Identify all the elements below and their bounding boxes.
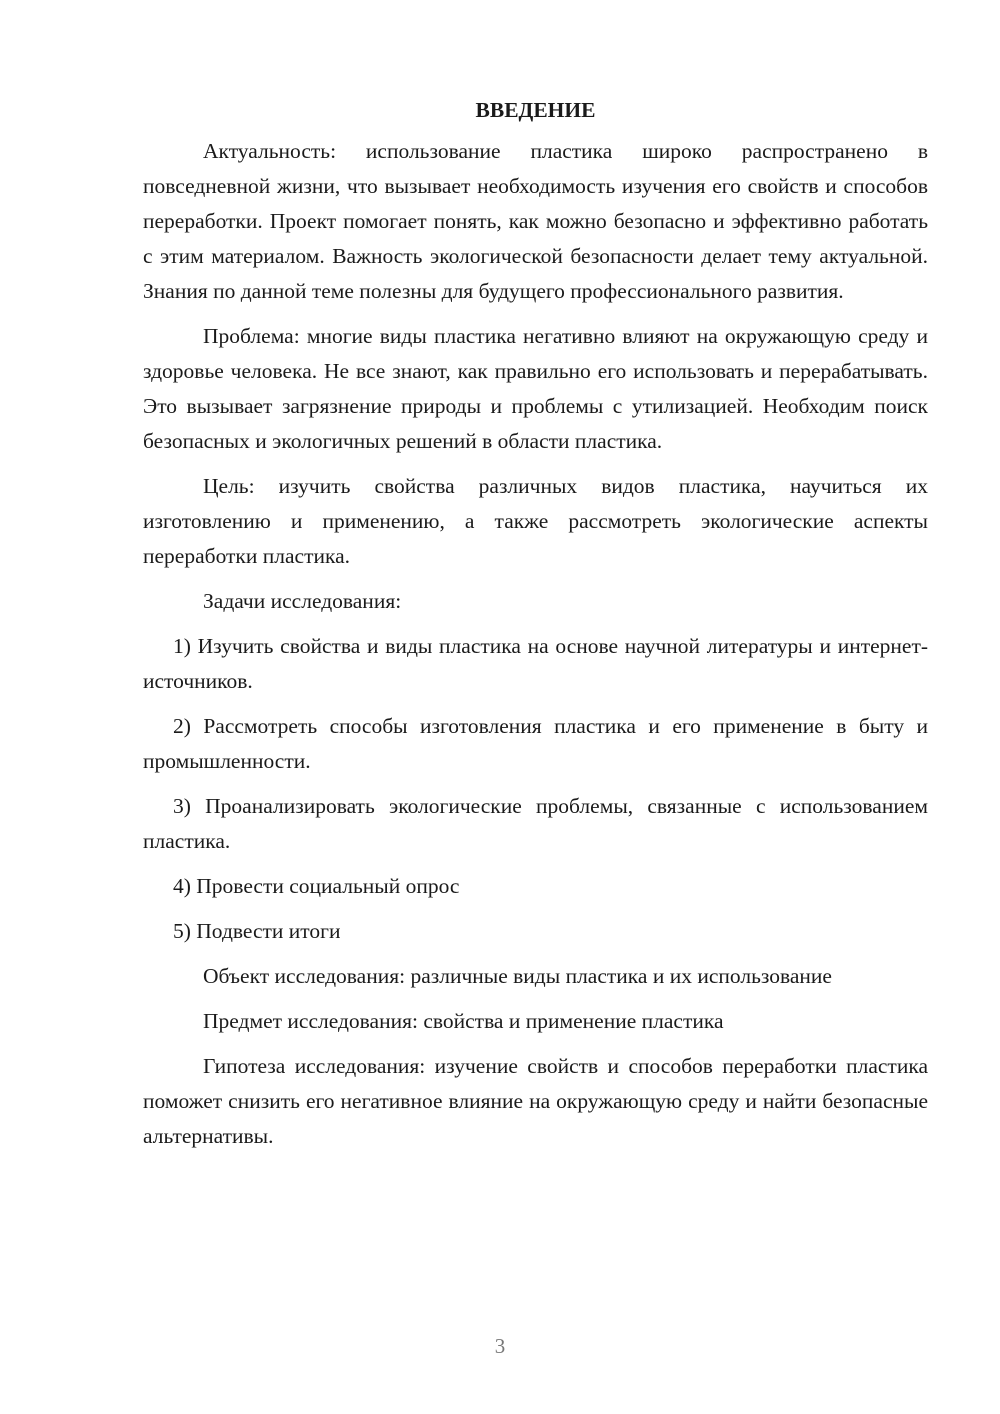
paragraph-goal: Цель: изучить свойства различных видов пластика, научиться их изготовлению и применению, а также рассмотреть экологические аспекты переработки пластика. [143, 474, 928, 568]
task-item-4: 4) Провести социальный опрос [173, 874, 460, 898]
paragraph-relevance: Актуальность: использование пластика широко распространено в повседневной жизни, что вызывает необходимость изучения его свойств и способов переработки. Проект помогает понять, как можно безопасно и эффективно работать с этим материалом. Важность экологической безопасности делает тему актуальной. Знания по данной теме полезны для будущего профессионального развития. [143, 139, 928, 303]
page-number: 3 [494, 1334, 506, 1358]
paragraph-problem: Проблема: многие виды пластика негативно влияют на окружающую среду и здоровье человека. Не все знают, как правильно его использовать и перерабатывать. Это вызывает загрязнение природы и проблемы с утилизацией. Необходим поиск безопасных и экологичных решений в области пластика. [143, 324, 928, 453]
task-item-1: 1) Изучить свойства и виды пластика на основе научной литературы и интернет-источников. [143, 634, 928, 693]
tasks-list [143, 629, 928, 949]
paragraph-hypothesis: Гипотеза исследования: изучение свойств и способов переработки пластика поможет снизить его негативное влияние на окружающую среду и найти безопасные альтернативы. [143, 1054, 928, 1148]
task-item-2: 2) Рассмотреть способы изготовления пластика и его применение в быту и промышленности. [143, 714, 928, 773]
section-title: ВВЕДЕНИЕ [475, 98, 596, 122]
paragraph-subject: Предмет исследования: свойства и применение пластика [203, 1009, 724, 1033]
tasks-heading: Задачи исследования: [203, 589, 402, 613]
task-item-3: 3) Проанализировать экологические проблемы, связанные с использованием пластика. [143, 794, 928, 853]
page-content [143, 97, 928, 1164]
paragraph-object: Объект исследования: различные виды пластика и их использование [203, 964, 832, 988]
task-item-5: 5) Подвести итоги [173, 919, 341, 943]
